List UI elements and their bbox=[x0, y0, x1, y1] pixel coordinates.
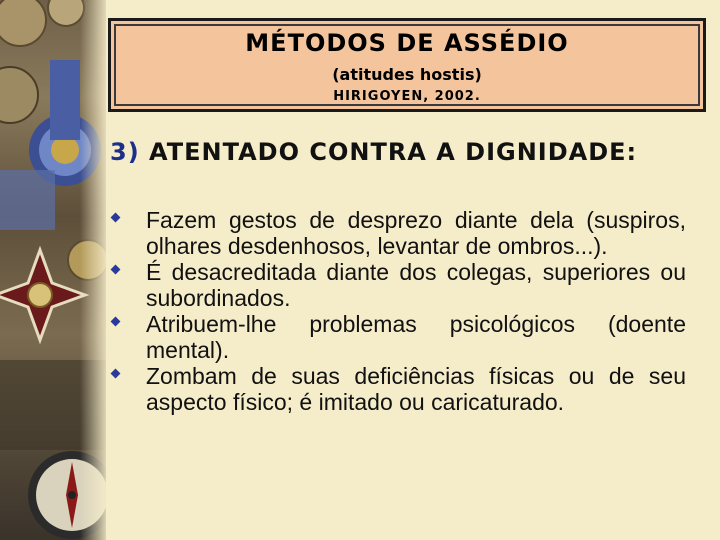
side-image-fade bbox=[80, 0, 110, 540]
list-item-text: Zombam de suas deficiências físicas ou de seu aspecto físico; é imitado ou caricaturado. bbox=[146, 363, 686, 415]
list-item bbox=[112, 207, 686, 259]
subtitle: (atitudes hostis) bbox=[332, 65, 482, 84]
diamond-bullet-icon bbox=[111, 265, 121, 275]
list-item bbox=[112, 363, 686, 415]
title-box bbox=[108, 18, 706, 112]
diamond-bullet-icon bbox=[111, 213, 121, 223]
bullet-list bbox=[112, 207, 686, 415]
section-title: ATENTADO CONTRA A DIGNIDADE: bbox=[149, 138, 638, 166]
list-item-text: É desacreditada diante dos colegas, superiores ou subordinados. bbox=[146, 259, 686, 311]
reference-citation: HIRIGOYEN, 2002. bbox=[333, 89, 481, 104]
list-item bbox=[112, 259, 686, 311]
list-item-text: Atribuem-lhe problemas psicológicos (doente mental). bbox=[146, 311, 686, 363]
section-heading bbox=[110, 138, 700, 166]
list-item-text: Fazem gestos de desprezo diante dela (suspiros, olhares desdenhosos, levantar de ombros...). bbox=[146, 207, 686, 259]
list-item bbox=[112, 311, 686, 363]
diamond-bullet-icon bbox=[111, 369, 121, 379]
page-title: MÉTODOS DE ASSÉDIO bbox=[245, 29, 569, 57]
section-number: 3) bbox=[110, 138, 140, 166]
diamond-bullet-icon bbox=[111, 317, 121, 327]
